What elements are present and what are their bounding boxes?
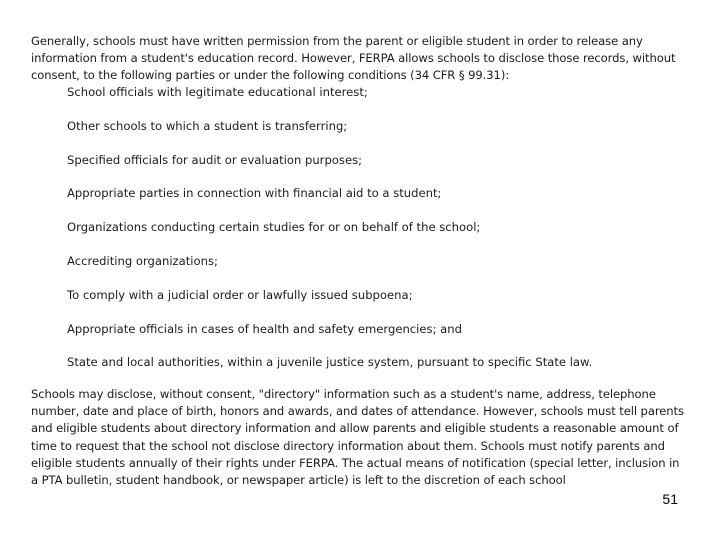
condition-item: Appropriate officials in cases of health and safety emergencies; and (67, 321, 462, 336)
condition-item: School officials with legitimate educational interest; (67, 85, 368, 99)
disclosure-conditions-list (67, 84, 687, 388)
condition-item: Appropriate parties in connection with financial aid to a student; (67, 186, 442, 201)
condition-item: State and local authorities, within a juvenile justice system, pursuant to specific State law. (67, 355, 593, 370)
condition-item: Specified officials for audit or evaluation purposes; (67, 152, 363, 167)
condition-item: Accrediting organizations; (67, 253, 218, 268)
condition-item: To comply with a judicial order or lawfully issued subpoena; (67, 287, 413, 302)
page-number: 51 (662, 491, 678, 507)
condition-item: Other schools to which a student is transferring; (67, 118, 348, 133)
condition-item: Organizations conducting certain studies for or on behalf of the school; (67, 220, 481, 235)
directory-information-paragraph: Schools may disclose, without consent, "directory" information such as a student's name, address, telephone number, date and place of birth, honors and awards, and dates of attendance. However, schools must tell parents and eligible students about directory information and allow parents and eligible students a reasonable amount of time to request that the school not disclose directory information about them. Schools must notify parents and eligible students annually of their rights under FERPA. The actual means of notification (special letter, inclusion in a PTA bulletin, student handbook, or newspaper article) is left to the discretion of each school (31, 387, 684, 488)
intro-paragraph: Generally, schools must have written permission from the parent or eligible student in order to release any information from a student's education record. However, FERPA allows schools to disclose those records, without consent, to the following parties or under the following conditions (34 CFR § 99.31): (31, 34, 676, 82)
